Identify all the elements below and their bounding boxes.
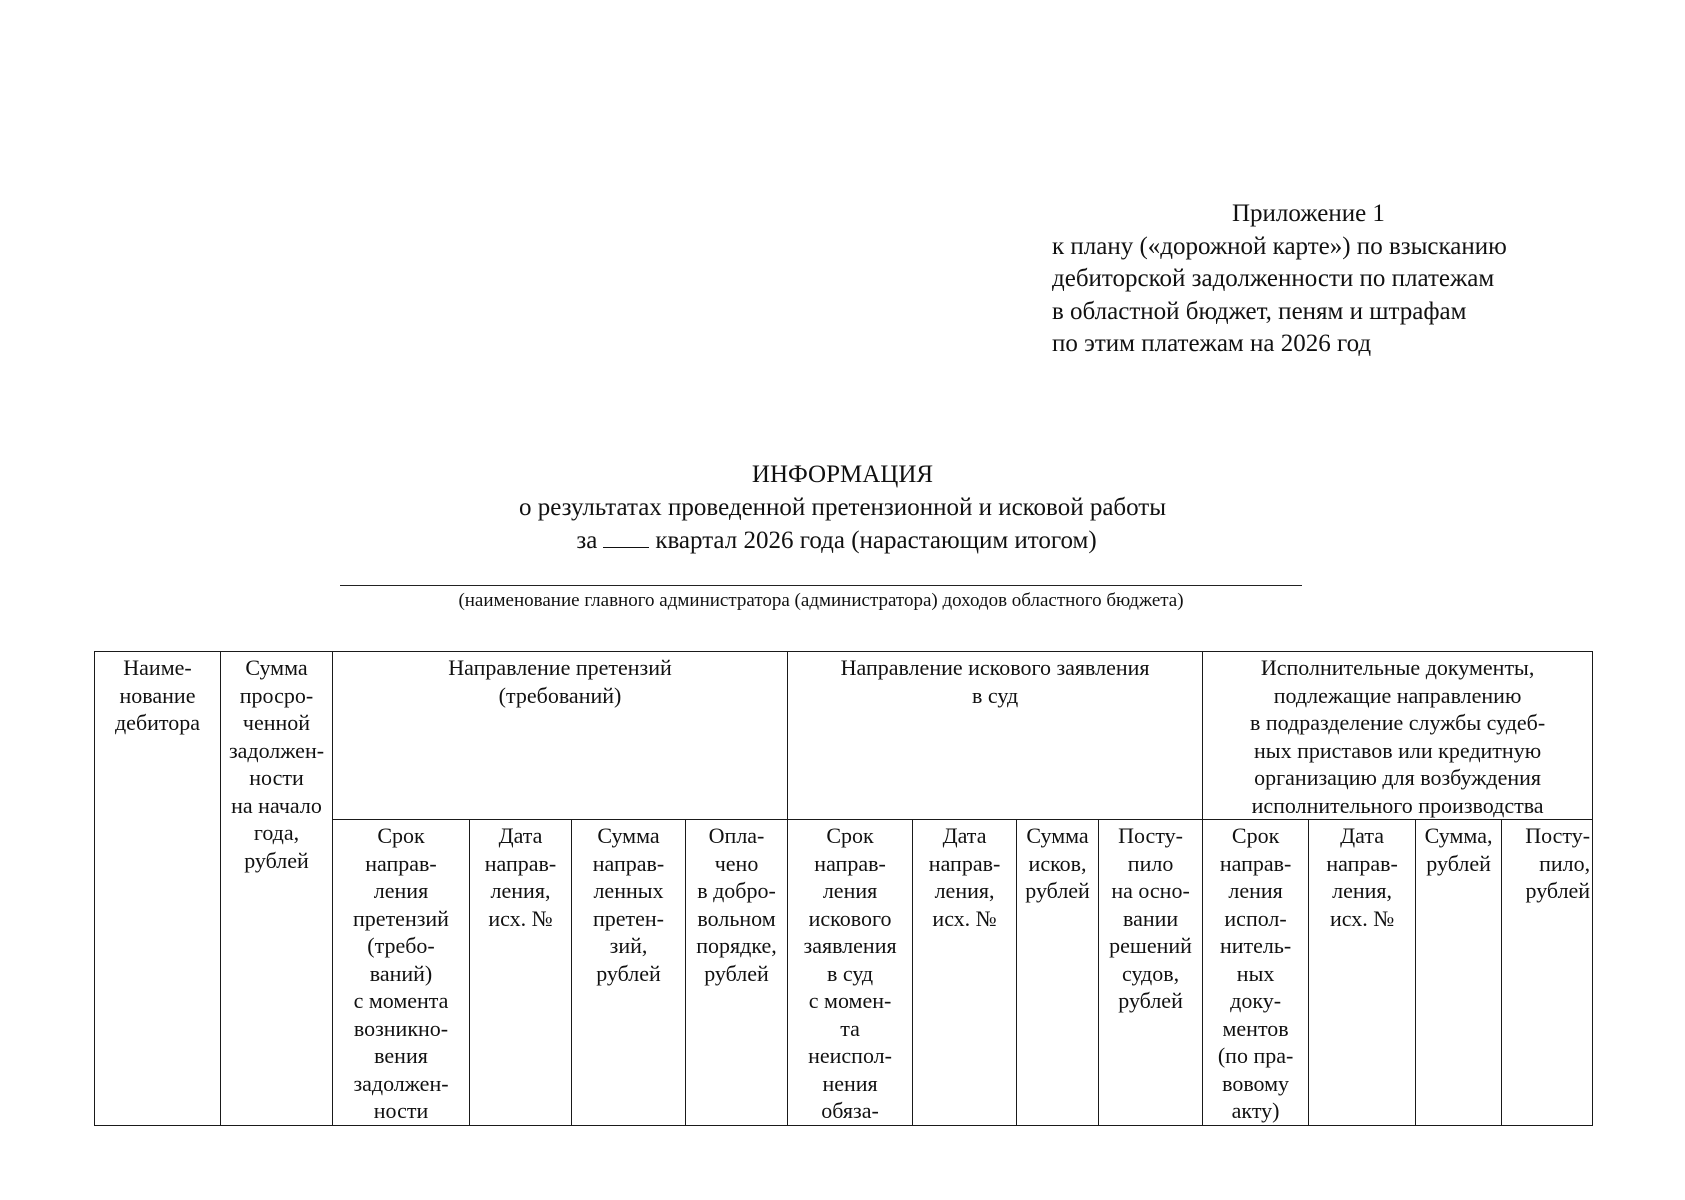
- document-title: ИНФОРМАЦИЯ: [751, 461, 934, 488]
- header-claims-term: Срок направ- ления претензий (требо- ваний) с момента возникно- вения задолжен- ности: [333, 820, 470, 1126]
- appendix-line: к плану («дорожной карте») по взысканию: [1052, 232, 1507, 260]
- quarter-blank-field[interactable]: [603, 527, 649, 548]
- appendix-line: дебиторской задолженности по платежам: [1052, 265, 1495, 292]
- administrator-caption: (наименование главного администратора (администратора) доходов областного бюджета): [458, 590, 1184, 611]
- header-exec-date: Дата направ- ления, исх. №: [1309, 820, 1416, 1126]
- header-lawsuit-term: Срок направ- ления искового заявления в суд с момен- та неиспол- нения обяза-: [788, 820, 913, 1126]
- header-exec-term: Срок направ- ления испол- нитель- ных доку- ментов (по пра- вовому акту): [1203, 820, 1309, 1126]
- administrator-name-line[interactable]: [340, 585, 1302, 586]
- document-subtitle: о результатах проведенной претензионной и исковой работы: [518, 494, 1167, 521]
- header-claims-paid: Опла- чено в добро- вольном порядке, рублей: [686, 820, 788, 1126]
- appendix-line: по этим платежам на 2026 год: [1052, 330, 1372, 357]
- header-claims-date: Дата направ- ления, исх. №: [470, 820, 572, 1126]
- appendix-note: [1052, 198, 1612, 361]
- period-suffix: квартал 2026 года (нарастающим итогом): [655, 527, 1097, 554]
- appendix-number: Приложение 1: [1232, 200, 1385, 227]
- document-heading: [0, 458, 1685, 557]
- header-lawsuit-sum: Сумма исков, рублей: [1017, 820, 1099, 1126]
- reporting-period: [0, 524, 1685, 557]
- header-debtor-name: Наиме- нование дебитора: [95, 652, 221, 1126]
- header-group-executive: Исполнительные документы, подлежащие направлению в подразделение службы судеб- ных приставов или кредитную организацию для возбуждения исполнительного производства: [1203, 652, 1593, 820]
- header-overdue-sum: Сумма просро- ченной задолжен- ности на начало года, рублей: [221, 652, 333, 1126]
- header-exec-received: Посту- пило, рублей: [1502, 820, 1593, 1126]
- header-claims-sum: Сумма направ- ленных претен- зий, рублей: [572, 820, 686, 1126]
- period-prefix: за: [576, 527, 598, 554]
- header-exec-sum: Сумма, рублей: [1416, 820, 1502, 1126]
- claims-report-table: [94, 651, 1593, 1126]
- header-lawsuit-date: Дата направ- ления, исх. №: [913, 820, 1017, 1126]
- header-group-lawsuit: Направление искового заявления в суд: [788, 652, 1203, 820]
- header-group-claims: Направление претензий (требований): [333, 652, 788, 820]
- appendix-line: в областной бюджет, пеням и штрафам: [1052, 297, 1467, 325]
- header-lawsuit-received: Посту- пило на осно- вании решений судов, рублей: [1099, 820, 1203, 1126]
